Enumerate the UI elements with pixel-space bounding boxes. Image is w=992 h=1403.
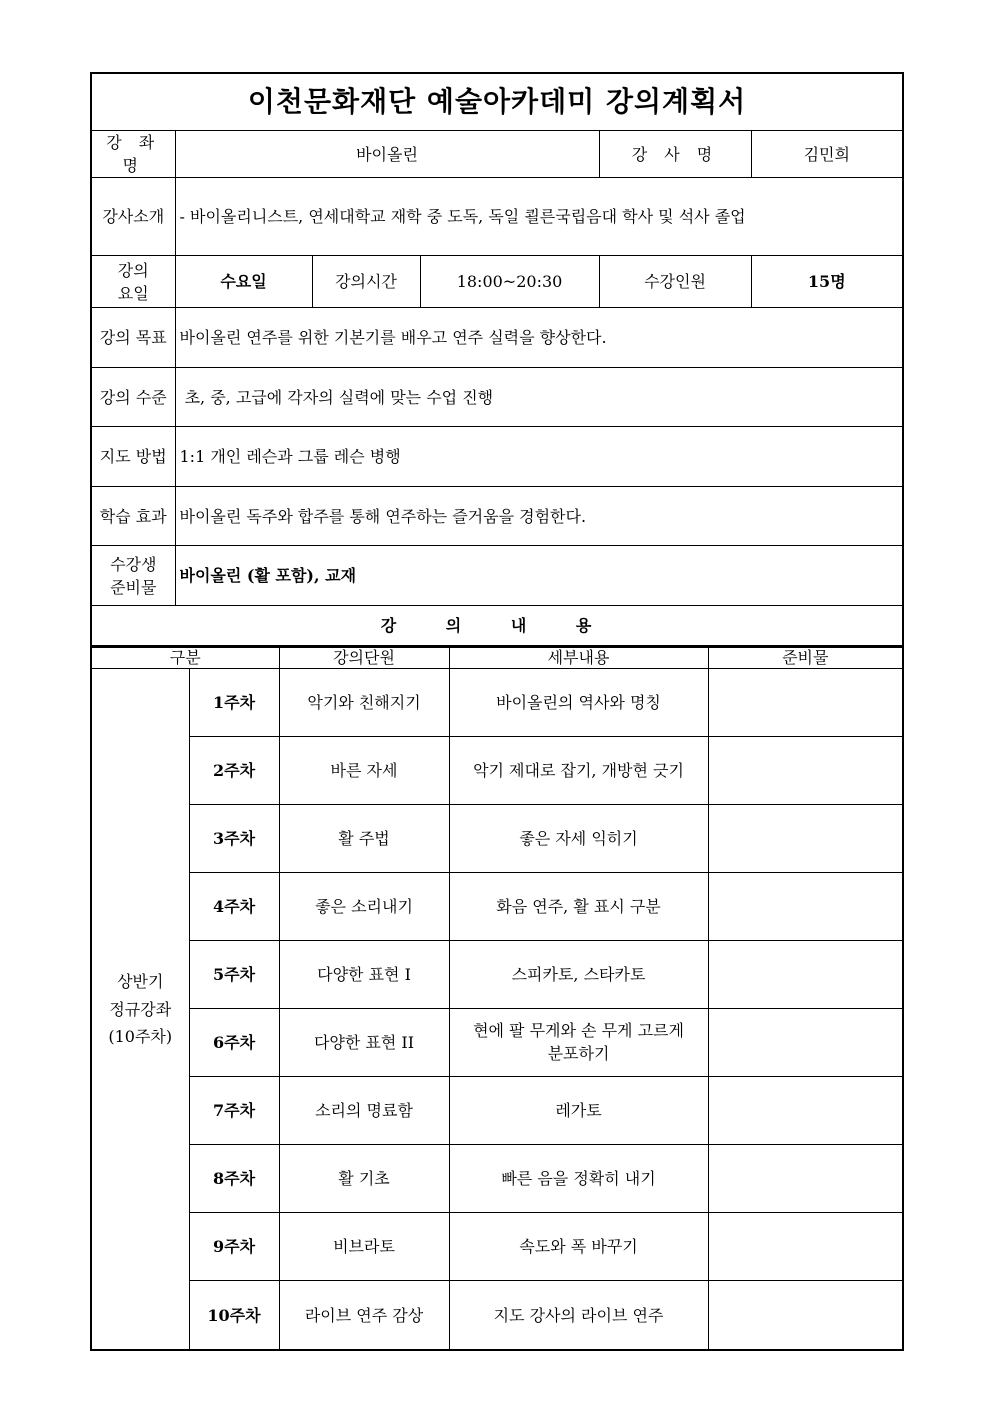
intro-value: - 바이올리니스트, 연세대학교 재학 중 도독, 독일 쾰른국립음대 학사 및 석사 졸업 (175, 178, 903, 256)
weekly-schedule-table (90, 647, 904, 1352)
week-label: 5주차 (189, 940, 279, 1008)
day-label: 강의 요일 (91, 256, 175, 308)
unit-label: 활 주법 (279, 804, 449, 872)
method-label: 지도 방법 (91, 427, 175, 487)
detail-text: 레가토 (449, 1076, 708, 1144)
level-value: 초, 중, 고급에 각자의 실력에 맞는 수업 진행 (175, 368, 903, 427)
capacity-value: 15명 (751, 256, 903, 308)
goal-value: 바이올린 연주를 위한 기본기를 배우고 연주 실력을 향상한다. (175, 308, 903, 368)
unit-label: 다양한 표현 II (279, 1008, 449, 1076)
course-value: 바이올린 (175, 131, 599, 178)
instructor-value: 김민희 (751, 131, 903, 178)
unit-label: 활 기초 (279, 1144, 449, 1212)
course-label: 강 좌 명 (91, 131, 175, 178)
column-header-category: 구분 (91, 647, 279, 668)
unit-label: 좋은 소리내기 (279, 872, 449, 940)
term-label: 상반기 정규강좌 (10주차) (91, 668, 189, 1350)
schedule-row (91, 804, 903, 872)
schedule-row (91, 872, 903, 940)
detail-text: 화음 연주, 활 표시 구분 (449, 872, 708, 940)
detail-text: 지도 강사의 라이브 연주 (449, 1280, 708, 1350)
prep-cell (708, 1008, 903, 1076)
prep-value: 바이올린 (활 포함), 교재 (175, 546, 903, 606)
prep-cell (708, 872, 903, 940)
week-label: 2주차 (189, 736, 279, 804)
effect-label: 학습 효과 (91, 487, 175, 546)
unit-label: 다양한 표현 I (279, 940, 449, 1008)
schedule-row (91, 1076, 903, 1144)
effect-value: 바이올린 독주와 합주를 통해 연주하는 즐거움을 경험한다. (175, 487, 903, 546)
unit-label: 소리의 명료함 (279, 1076, 449, 1144)
goal-label: 강의 목표 (91, 308, 175, 368)
prep-cell (708, 1076, 903, 1144)
unit-label: 악기와 친해지기 (279, 668, 449, 736)
schedule-row (91, 668, 903, 736)
week-label: 1주차 (189, 668, 279, 736)
week-label: 3주차 (189, 804, 279, 872)
schedule-row (91, 1212, 903, 1280)
week-label: 9주차 (189, 1212, 279, 1280)
column-header-unit: 강의단원 (279, 647, 449, 668)
detail-text: 현에 팔 무게와 손 무게 고르게 분포하기 (449, 1008, 708, 1076)
prep-cell (708, 668, 903, 736)
time-value: 18:00~20:30 (420, 256, 599, 308)
schedule-header-row (91, 647, 903, 668)
detail-text: 좋은 자세 익히기 (449, 804, 708, 872)
week-label: 7주차 (189, 1076, 279, 1144)
prep-cell (708, 804, 903, 872)
unit-label: 라이브 연주 감상 (279, 1280, 449, 1350)
prep-cell (708, 736, 903, 804)
schedule-row (91, 1008, 903, 1076)
intro-label: 강사소개 (91, 178, 175, 256)
detail-text: 악기 제대로 잡기, 개방현 긋기 (449, 736, 708, 804)
lecture-plan-table (90, 72, 904, 647)
method-value: 1:1 개인 레슨과 그룹 레슨 병행 (175, 427, 903, 487)
prep-cell (708, 1280, 903, 1350)
schedule-row (91, 1280, 903, 1350)
detail-text: 바이올린의 역사와 명칭 (449, 668, 708, 736)
day-value: 수요일 (175, 256, 312, 308)
prep-cell (708, 1212, 903, 1280)
week-label: 6주차 (189, 1008, 279, 1076)
schedule-row (91, 736, 903, 804)
time-label: 강의시간 (312, 256, 420, 308)
schedule-row (91, 1144, 903, 1212)
lecture-plan-sheet (90, 72, 902, 1351)
column-header-prep: 준비물 (708, 647, 903, 668)
week-label: 8주차 (189, 1144, 279, 1212)
level-label: 강의 수준 (91, 368, 175, 427)
page-title: 이천문화재단 예술아카데미 강의계획서 (91, 73, 903, 131)
prep-cell (708, 940, 903, 1008)
detail-text: 빠른 음을 정확히 내기 (449, 1144, 708, 1212)
unit-label: 바른 자세 (279, 736, 449, 804)
capacity-label: 수강인원 (599, 256, 751, 308)
unit-label: 비브라토 (279, 1212, 449, 1280)
week-label: 4주차 (189, 872, 279, 940)
schedule-row (91, 940, 903, 1008)
detail-text: 속도와 폭 바꾸기 (449, 1212, 708, 1280)
instructor-label: 강 사 명 (599, 131, 751, 178)
prep-cell (708, 1144, 903, 1212)
column-header-detail: 세부내용 (449, 647, 708, 668)
week-label: 10주차 (189, 1280, 279, 1350)
prep-label: 수강생 준비물 (91, 546, 175, 606)
detail-text: 스피카토, 스타카토 (449, 940, 708, 1008)
section-title: 강 의 내 용 (91, 606, 903, 646)
